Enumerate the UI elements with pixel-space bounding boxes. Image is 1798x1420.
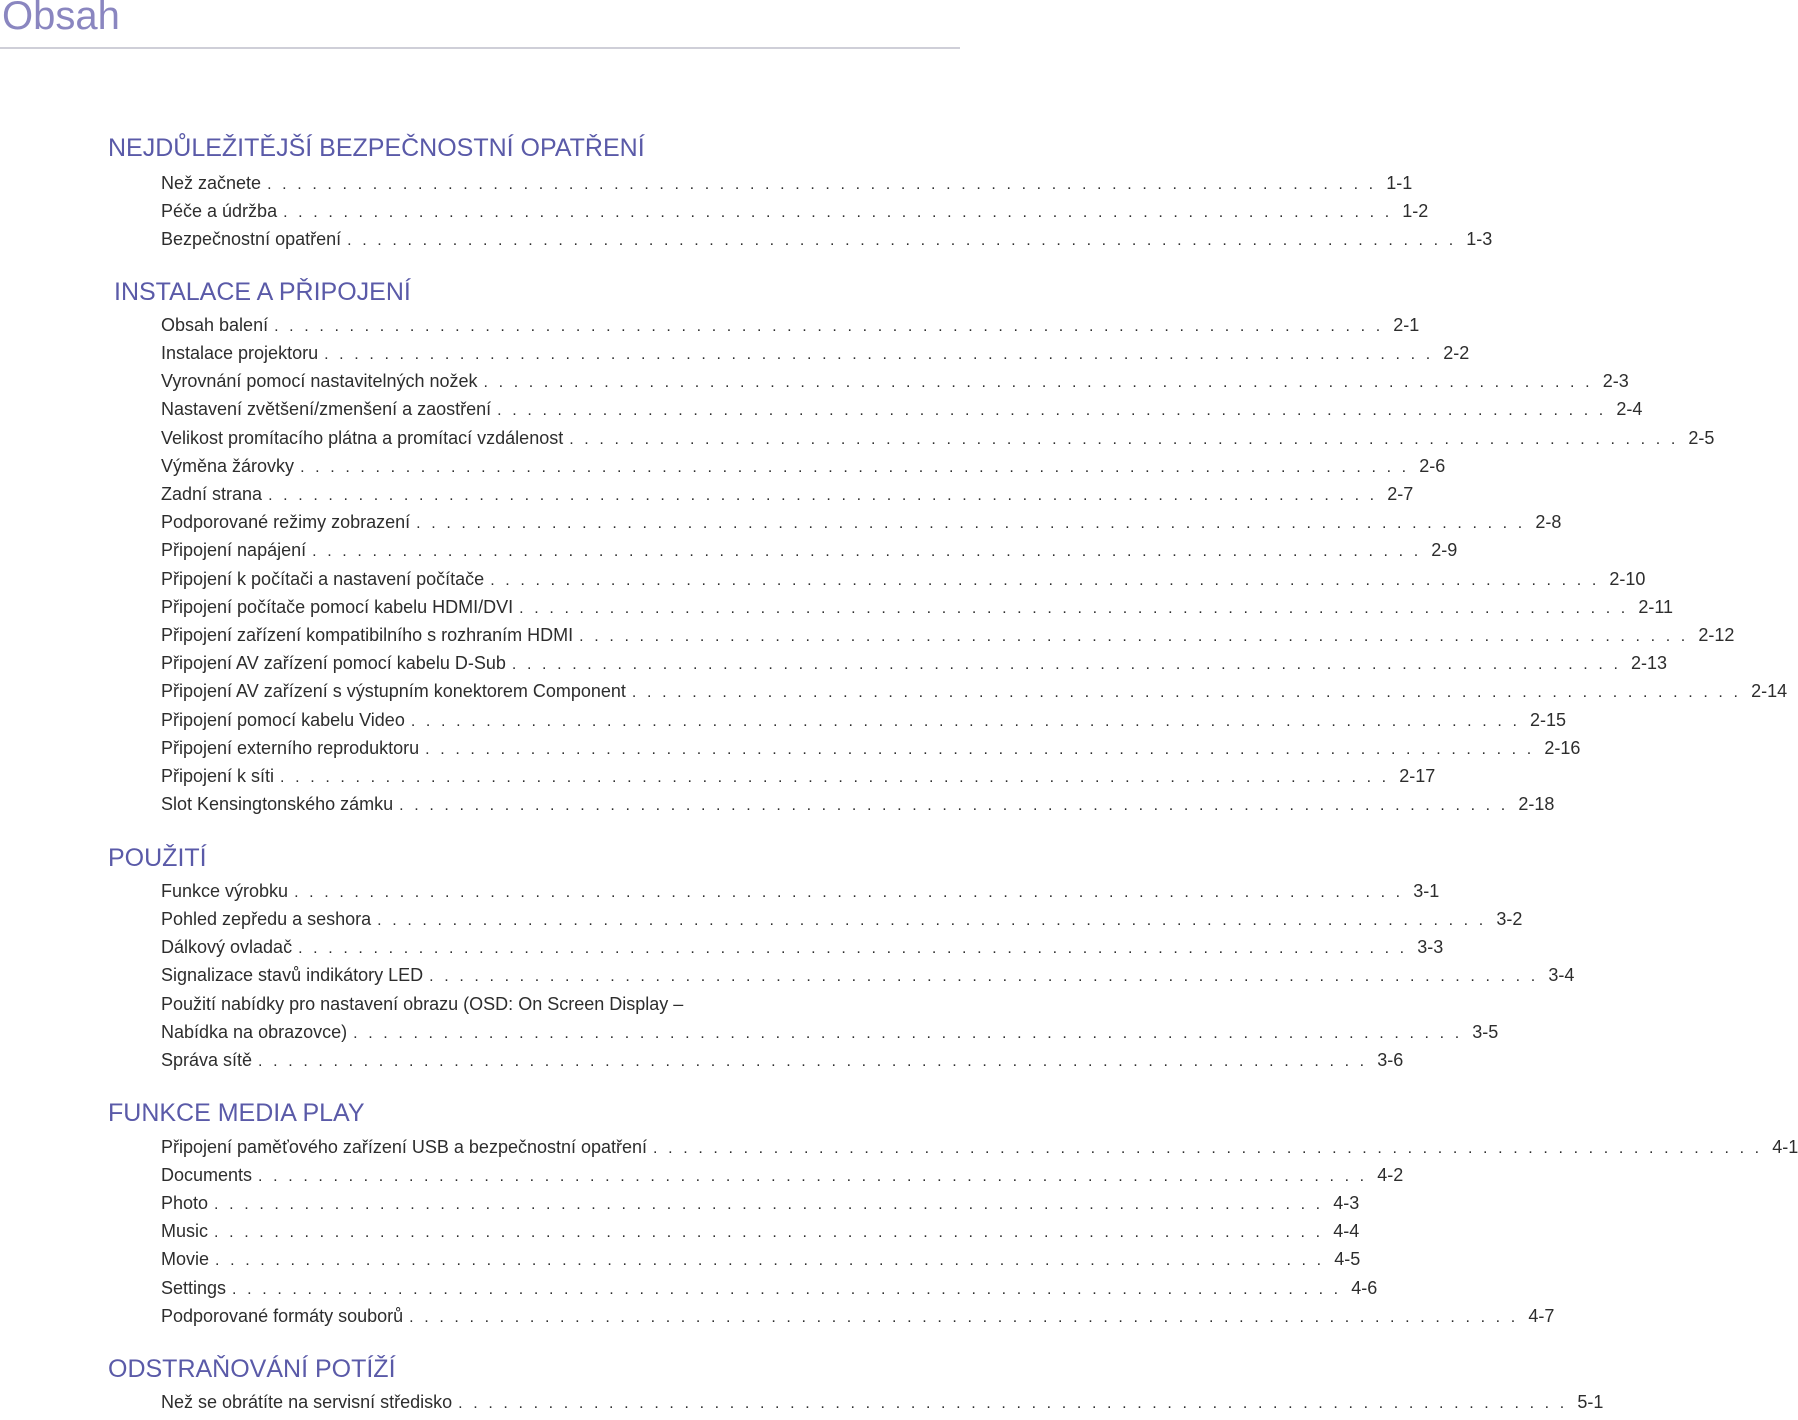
dot-leader: . . . . . . . . . . . . . . . . . . . . . . . . . . . . . . . . . . . . . . . . . . . . . . . . . . . . . . . . . . . . . . . . . . . . . . . . . . [490,572,1600,589]
toc-entry-page: 2-10 [1609,569,1646,589]
toc-entry-page: 4-1 [1772,1137,1798,1157]
toc-entry-page: 5-1 [1577,1392,1604,1412]
page-title: Obsah [2,0,120,38]
dot-leader: . . . . . . . . . . . . . . . . . . . . . . . . . . . . . . . . . . . . . . . . . . . . . . . . . . . . . . . . . . . . . . . . . . . . . . . . . . [377,912,1487,929]
toc-entry[interactable] [161,484,1414,512]
toc-entry-title: Documents [161,1165,253,1185]
section-heading-installation: INSTALACE A PŘIPOJENÍ [114,278,411,306]
toc-entry-title: Bezpečnostní opatření [161,229,342,249]
toc-entry-page: 4-3 [1333,1193,1360,1213]
dot-leader: . . . . . . . . . . . . . . . . . . . . . . . . . . . . . . . . . . . . . . . . . . . . . . . . . . . . . . . . . . . . . . . . . . . . . . . . . . [283,204,1393,221]
dot-leader: . . . . . . . . . . . . . . . . . . . . . . . . . . . . . . . . . . . . . . . . . . . . . . . . . . . . . . . . . . . . . . . . . . . . . . . . . . [631,684,1742,701]
toc-entry[interactable] [161,569,1646,597]
toc-entry[interactable] [161,881,1440,909]
dot-leader: . . . . . . . . . . . . . . . . . . . . . . . . . . . . . . . . . . . . . . . . . . . . . . . . . . . . . . . . . . . . . . . . . . . . . . . . . . [312,543,1422,560]
toc-entry[interactable] [161,201,1429,229]
toc-entry[interactable] [161,909,1523,937]
toc-entry-page: 2-17 [1399,766,1436,786]
toc-entry-page: 2-14 [1751,681,1788,701]
toc-entry-title: Podporované režimy zobrazení [161,512,411,532]
toc-entry[interactable] [161,653,1668,681]
toc-entry[interactable] [161,399,1643,427]
toc-entry[interactable] [161,371,1629,399]
toc-entry-page: 3-6 [1377,1050,1404,1070]
dot-leader: . . . . . . . . . . . . . . . . . . . . . . . . . . . . . . . . . . . . . . . . . . . . . . . . . . . . . . . . . . . . . . . . . . . . . . . . . . [429,968,1539,985]
toc-entry[interactable] [161,1278,1378,1306]
toc-entry[interactable] [161,738,1581,766]
toc-entry-page: 2-12 [1698,625,1735,645]
toc-entry-title: Slot Kensingtonského zámku [161,794,394,814]
toc-entry-title: Movie [161,1249,210,1269]
toc-entry-title: Připojení napájení [161,540,307,560]
toc-entry-title: Nabídka na obrazovce) [161,1022,348,1042]
toc-entry-page: 2-11 [1638,597,1674,617]
toc-entry-title: Připojení počítače pomocí kabelu HDMI/DVI [161,597,514,617]
toc-entry-page: 1-1 [1386,173,1413,193]
toc-entry[interactable] [161,681,1788,709]
toc-entry-title: Obsah balení [161,315,269,335]
toc-entry-page: 2-1 [1393,315,1420,335]
toc-entry-title: Než začnete [161,173,262,193]
dot-leader: . . . . . . . . . . . . . . . . . . . . . . . . . . . . . . . . . . . . . . . . . . . . . . . . . . . . . . . . . . . . . . . . . . . . . . . . . . [511,656,1622,673]
toc-entry-page: 2-3 [1602,371,1629,391]
toc-entry-page: 2-8 [1535,512,1562,532]
toc-entry[interactable] [161,343,1470,371]
dot-leader: . . . . . . . . . . . . . . . . . . . . . . . . . . . . . . . . . . . . . . . . . . . . . . . . . . . . . . . . . . . . . . . . . . . . . . . . . . [232,1281,1342,1298]
toc-entry-title: Připojení zařízení kompatibilního s rozhraním HDMI [161,625,574,645]
toc-entry[interactable] [161,1221,1360,1249]
toc-entry-page: 1-3 [1466,229,1493,249]
toc-entry-title: Připojení k síti [161,766,275,786]
dot-leader: . . . . . . . . . . . . . . . . . . . . . . . . . . . . . . . . . . . . . . . . . . . . . . . . . . . . . . . . . . . . . . . . . . . . . . . . . . [497,402,1607,419]
toc-entry[interactable] [161,1249,1361,1277]
toc-entry-title: Připojení externího reproduktoru [161,738,420,758]
toc-entry-page: 3-4 [1548,965,1575,985]
toc-entry-title: Music [161,1221,209,1241]
toc-entry-title: Dálkový ovladač [161,937,293,957]
toc-entry-title: Pohled zepředu a seshora [161,909,372,929]
toc-entry[interactable] [161,1022,1499,1050]
section-heading-troubleshooting: ODSTRAŇOVÁNÍ POTÍŽÍ [108,1355,396,1383]
section-heading-usage: POUŽITÍ [108,844,207,872]
toc-entry-title: Vyrovnání pomocí nastavitelných nožek [161,371,478,391]
dot-leader: . . . . . . . . . . . . . . . . . . . . . . . . . . . . . . . . . . . . . . . . . . . . . . . . . . . . . . . . . . . . . . . . . . . . . . . . . . [215,1252,1325,1269]
toc-entry-title: Photo [161,1193,209,1213]
toc-entry-title: Nastavení zvětšení/zmenšení a zaostření [161,399,492,419]
toc-entry-page: 2-6 [1419,456,1446,476]
dot-leader: . . . . . . . . . . . . . . . . . . . . . . . . . . . . . . . . . . . . . . . . . . . . . . . . . . . . . . . . . . . . . . . . . . . . . . . . . . [294,884,1404,901]
toc-entry-page: 2-4 [1616,399,1643,419]
dot-leader: . . . . . . . . . . . . . . . . . . . . . . . . . . . . . . . . . . . . . . . . . . . . . . . . . . . . . . . . . . . . . . . . . . . . . . . . . . [280,769,1390,786]
toc-entry[interactable] [161,1137,1798,1165]
toc-entry[interactable] [161,456,1446,484]
toc-entry-page: 2-2 [1443,343,1470,363]
toc-entry-page: 4-4 [1333,1221,1360,1241]
toc-entry[interactable] [161,794,1555,822]
toc-entry[interactable] [161,173,1413,201]
toc-entry-page: 4-5 [1334,1249,1361,1269]
dot-leader: . . . . . . . . . . . . . . . . . . . . . . . . . . . . . . . . . . . . . . . . . . . . . . . . . . . . . . . . . . . . . . . . . . . . . . . . . . [267,176,1377,193]
toc-entry-title: Signalizace stavů indikátory LED [161,965,424,985]
toc-entry-page: 4-2 [1377,1165,1404,1185]
toc-entry-title: Settings [161,1278,227,1298]
toc-entry[interactable] [161,965,1575,993]
dot-leader: . . . . . . . . . . . . . . . . . . . . . . . . . . . . . . . . . . . . . . . . . . . . . . . . . . . . . . . . . . . . . . . . . . . . . . . . . . [214,1224,1324,1241]
dot-leader: . . . . . . . . . . . . . . . . . . . . . . . . . . . . . . . . . . . . . . . . . . . . . . . . . . . . . . . . . . . . . . . . . . . . . . . . . . [298,940,1408,957]
dot-leader: . . . . . . . . . . . . . . . . . . . . . . . . . . . . . . . . . . . . . . . . . . . . . . . . . . . . . . . . . . . . . . . . . . . . . . . . . . [300,459,1410,476]
toc-entry-title: Připojení paměťového zařízení USB a bezpečnostní opatření [161,1137,648,1157]
toc-entry-title: Instalace projektoru [161,343,319,363]
toc-entry-title: Připojení AV zařízení s výstupním konektorem Component [161,681,626,701]
dot-leader: . . . . . . . . . . . . . . . . . . . . . . . . . . . . . . . . . . . . . . . . . . . . . . . . . . . . . . . . . . . . . . . . . . . . . . . . . . [579,628,1689,645]
dot-leader: . . . . . . . . . . . . . . . . . . . . . . . . . . . . . . . . . . . . . . . . . . . . . . . . . . . . . . . . . . . . . . . . . . . . . . . . . . [399,797,1509,814]
toc-entry-title: Připojení AV zařízení pomocí kabelu D-Sub [161,653,506,673]
dot-leader: . . . . . . . . . . . . . . . . . . . . . . . . . . . . . . . . . . . . . . . . . . . . . . . . . . . . . . . . . . . . . . . . . . . . . . . . . . [214,1196,1324,1213]
toc-entry[interactable] [161,710,1567,738]
toc-entry-page: 3-3 [1417,937,1444,957]
dot-leader: . . . . . . . . . . . . . . . . . . . . . . . . . . . . . . . . . . . . . . . . . . . . . . . . . . . . . . . . . . . . . . . . . . . . . . . . . . [416,515,1526,532]
toc-entry[interactable] [161,1392,1604,1420]
toc-entry-page: 2-5 [1688,428,1715,448]
dot-leader: . . . . . . . . . . . . . . . . . . . . . . . . . . . . . . . . . . . . . . . . . . . . . . . . . . . . . . . . . . . . . . . . . . . . . . . . . . [353,1025,1463,1042]
toc-entry[interactable] [161,428,1715,456]
toc-entry[interactable] [161,766,1436,794]
section-heading-safety: NEJDŮLEŽITĚJŠÍ BEZPEČNOSTNÍ OPATŘENÍ [108,134,645,162]
dot-leader: . . . . . . . . . . . . . . . . . . . . . . . . . . . . . . . . . . . . . . . . . . . . . . . . . . . . . . . . . . . . . . . . . . . . . . . . . . [569,431,1679,448]
toc-entry-title: Velikost promítacího plátna a promítací vzdálenost [161,428,564,448]
toc-entry-page: 4-6 [1351,1278,1378,1298]
dot-leader: . . . . . . . . . . . . . . . . . . . . . . . . . . . . . . . . . . . . . . . . . . . . . . . . . . . . . . . . . . . . . . . . . . . . . . . . . . [653,1140,1763,1157]
toc-entry[interactable] [161,1193,1360,1221]
toc-entry[interactable] [161,1050,1404,1078]
toc-entry-page: 4-7 [1528,1306,1555,1326]
toc-entry-page: 2-13 [1631,653,1668,673]
toc-entry-title: Výměna žárovky [161,456,295,476]
dot-leader: . . . . . . . . . . . . . . . . . . . . . . . . . . . . . . . . . . . . . . . . . . . . . . . . . . . . . . . . . . . . . . . . . . . . . . . . . . [274,318,1384,335]
toc-entry[interactable] [161,512,1562,540]
toc-entry-title: Péče a údržba [161,201,278,221]
toc-entry[interactable] [161,937,1444,965]
toc-entry[interactable] [161,1165,1404,1193]
dot-leader: . . . . . . . . . . . . . . . . . . . . . . . . . . . . . . . . . . . . . . . . . . . . . . . . . . . . . . . . . . . . . . . . . . . . . . . . . . [347,232,1457,249]
dot-leader: . . . . . . . . . . . . . . . . . . . . . . . . . . . . . . . . . . . . . . . . . . . . . . . . . . . . . . . . . . . . . . . . . . . . . . . . . . [409,1309,1519,1326]
dot-leader: . . . . . . . . . . . . . . . . . . . . . . . . . . . . . . . . . . . . . . . . . . . . . . . . . . . . . . . . . . . . . . . . . . . . . . . . . . [324,346,1434,363]
toc-entry-title-line1[interactable]: Použití nabídky pro nastavení obrazu (OSD: On Screen Display – [161,994,684,1014]
toc-entry[interactable] [161,540,1458,568]
toc-entry-title: Než se obrátíte na servisní středisko [161,1392,453,1412]
section-heading-media-play: FUNKCE MEDIA PLAY [108,1099,365,1127]
toc-entry-title: Funkce výrobku [161,881,289,901]
title-divider [0,47,960,49]
toc-entry[interactable] [161,1306,1555,1334]
dot-leader: . . . . . . . . . . . . . . . . . . . . . . . . . . . . . . . . . . . . . . . . . . . . . . . . . . . . . . . . . . . . . . . . . . . . . . . . . . [258,1168,1368,1185]
dot-leader: . . . . . . . . . . . . . . . . . . . . . . . . . . . . . . . . . . . . . . . . . . . . . . . . . . . . . . . . . . . . . . . . . . . . . . . . . . [458,1395,1568,1412]
toc-entry-title: Zadní strana [161,484,263,504]
dot-leader: . . . . . . . . . . . . . . . . . . . . . . . . . . . . . . . . . . . . . . . . . . . . . . . . . . . . . . . . . . . . . . . . . . . . . . . . . . [258,1053,1368,1070]
dot-leader: . . . . . . . . . . . . . . . . . . . . . . . . . . . . . . . . . . . . . . . . . . . . . . . . . . . . . . . . . . . . . . . . . . . . . . . . . . [268,487,1378,504]
toc-entry-page: 2-18 [1518,794,1555,814]
dot-leader: . . . . . . . . . . . . . . . . . . . . . . . . . . . . . . . . . . . . . . . . . . . . . . . . . . . . . . . . . . . . . . . . . . . . . . . . . . [483,374,1593,391]
toc-entry-page: 2-7 [1387,484,1414,504]
toc-entry-title: Podporované formáty souborů [161,1306,404,1326]
toc-entry-title: Připojení pomocí kabelu Video [161,710,405,730]
toc-entry-page: 3-5 [1472,1022,1499,1042]
toc-entry-page: 3-2 [1496,909,1523,929]
toc-entry[interactable] [161,315,1420,343]
toc-entry-page: 1-2 [1402,201,1429,221]
toc-entry[interactable] [161,625,1735,653]
toc-entry[interactable] [161,229,1493,257]
toc-entry-title: Připojení k počítači a nastavení počítače [161,569,485,589]
toc-entry-page: 2-16 [1544,738,1581,758]
toc-entry-title: Správa sítě [161,1050,253,1070]
toc-entry-page: 3-1 [1413,881,1440,901]
toc-entry[interactable] [161,597,1674,625]
toc-entry-page: 2-15 [1530,710,1567,730]
dot-leader: . . . . . . . . . . . . . . . . . . . . . . . . . . . . . . . . . . . . . . . . . . . . . . . . . . . . . . . . . . . . . . . . . . . . . . . . . . [410,713,1520,730]
dot-leader: . . . . . . . . . . . . . . . . . . . . . . . . . . . . . . . . . . . . . . . . . . . . . . . . . . . . . . . . . . . . . . . . . . . . . . . . . . [519,600,1629,617]
dot-leader: . . . . . . . . . . . . . . . . . . . . . . . . . . . . . . . . . . . . . . . . . . . . . . . . . . . . . . . . . . . . . . . . . . . . . . . . . . [425,741,1535,758]
toc-entry-page: 2-9 [1431,540,1458,560]
